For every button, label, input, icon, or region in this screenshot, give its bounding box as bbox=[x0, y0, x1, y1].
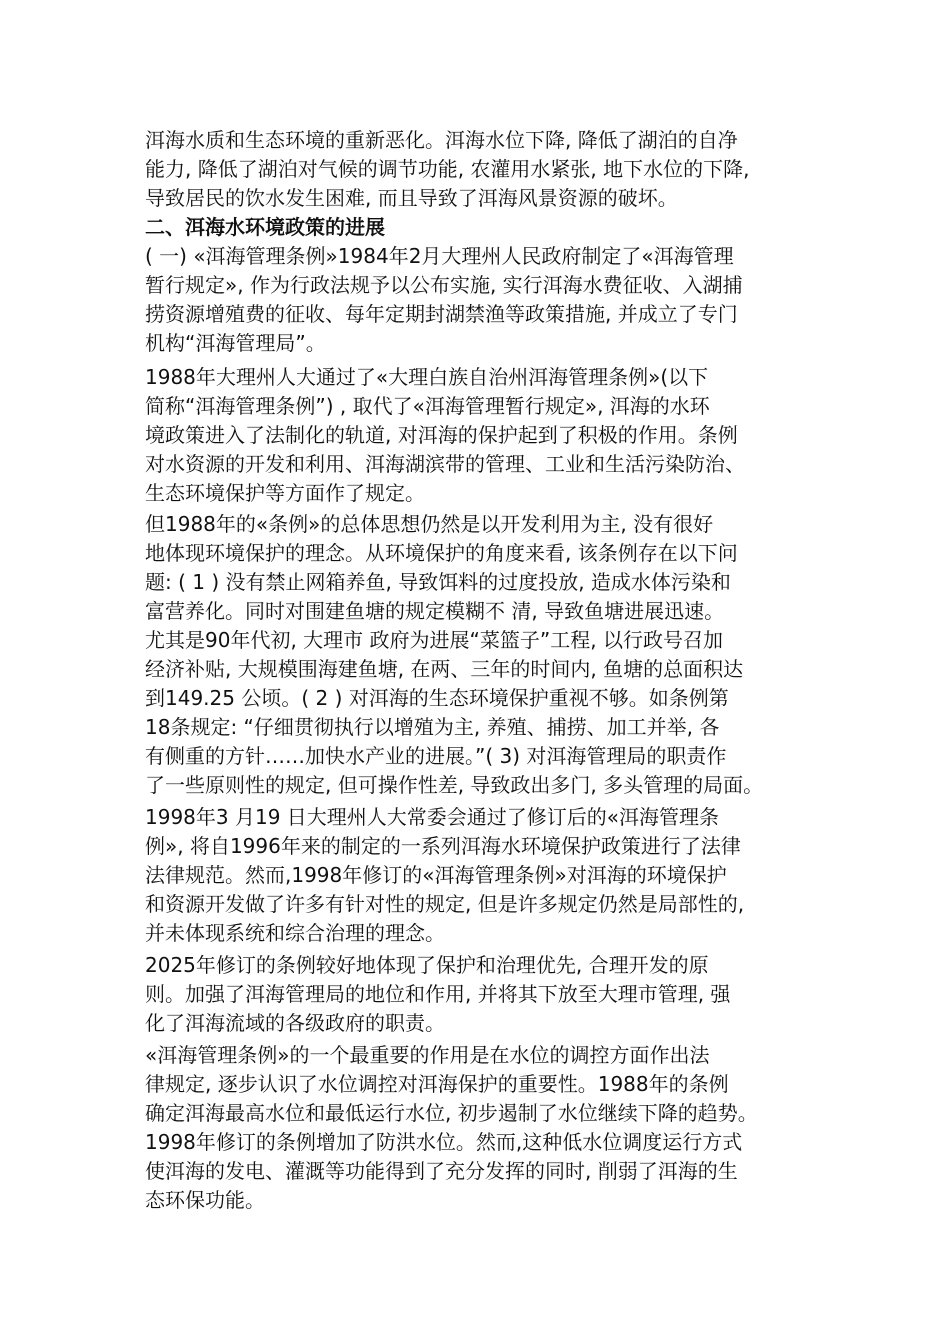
text-line: ( 一) «洱海管理条例»1984年2月大理州人民政府制定了«洱海管理 bbox=[145, 244, 734, 268]
text-line: 态环保功能。 bbox=[145, 1188, 265, 1212]
text-line: 机构“洱海管理局”。 bbox=[145, 331, 326, 355]
text-line: 能力, 降低了湖泊对气候的调节功能, 农灌用水紧张, 地下水位的下降, bbox=[145, 157, 750, 181]
section-heading: 二、洱海水环境政策的进展 bbox=[145, 215, 385, 239]
text-line: 确定洱海最高水位和最低运行水位, 初步遏制了水位继续下降的趋势。 bbox=[145, 1101, 758, 1125]
text-line: 法律规范。然而,1998年修订的«洱海管理条例»对洱海的环境保护 bbox=[145, 863, 727, 887]
text-line: 导致居民的饮水发生困难, 而且导致了洱海风景资源的破坏。 bbox=[145, 186, 678, 210]
text-line: 了一些原则性的规定, 但可操作性差, 导致政出多门, 多头管理的局面。 bbox=[145, 773, 764, 797]
text-line: 但1988年的«条例»的总体思想仍然是以开发利用为主, 没有很好 bbox=[145, 512, 714, 536]
text-line: 对水资源的开发和利用、洱海湖滨带的管理、工业和生活污染防治、 bbox=[145, 452, 745, 476]
text-line: 洱海水质和生态环境的重新恶化。洱海水位下降, 降低了湖泊的自净 bbox=[145, 128, 738, 152]
text-line: 并未体现系统和综合治理的理念。 bbox=[145, 921, 445, 945]
text-line: 富营养化。同时对围建鱼塘的规定模糊不 清, 导致鱼塘进展迅速。 bbox=[145, 599, 725, 623]
text-line: 尤其是90年代初, 大理市 政府为进展“菜篮子”工程, 以行政号召加 bbox=[145, 628, 723, 652]
text-line: 境政策进入了法制化的轨道, 对洱海的保护起到了积极的作用。条例 bbox=[145, 423, 738, 447]
text-line: 1988年大理州人大通过了«大理白族自治州洱海管理条例»(以下 bbox=[145, 365, 709, 389]
text-line: 例», 将自1996年来的制定的一系列洱海水环境保护政策进行了法律 bbox=[145, 834, 741, 858]
text-line: 生态环境保护等方面作了规定。 bbox=[145, 481, 425, 505]
text-line: 暂行规定», 作为行政法规予以公布实施, 实行洱海水费征收、入湖捕 bbox=[145, 273, 743, 297]
text-line: 2025年修订的条例较好地体现了保护和治理优先, 合理开发的原 bbox=[145, 953, 709, 977]
text-line: 1998年修订的条例增加了防洪水位。然而,这种低水位调度运行方式 bbox=[145, 1130, 743, 1154]
text-line: 使洱海的发电、灌溉等功能得到了充分发挥的同时, 削弱了洱海的生 bbox=[145, 1159, 738, 1183]
text-line: 律规定, 逐步认识了水位调控对洱海保护的重要性。1988年的条例 bbox=[145, 1072, 729, 1096]
text-line: «洱海管理条例»的一个最重要的作用是在水位的调控方面作出法 bbox=[145, 1043, 710, 1067]
text-line: 1998年3 月19 日大理州人大常委会通过了修订后的«洱海管理条 bbox=[145, 805, 720, 829]
text-line: 有侧重的方针……加快水产业的进展。”( 3) 对洱海管理局的职责作 bbox=[145, 744, 727, 768]
text-line: 题: ( 1 ) 没有禁止网箱养鱼, 导致饵料的过度投放, 造成水体污染和 bbox=[145, 570, 731, 594]
text-line: 经济补贴, 大规模围海建鱼塘, 在两、三年的时间内, 鱼塘的总面积达 bbox=[145, 657, 744, 681]
text-line: 简称“洱海管理条例”) , 取代了«洱海管理暂行规定», 洱海的水环 bbox=[145, 394, 710, 418]
text-line: 18条规定: “仔细贯彻执行以增殖为主, 养殖、捕捞、加工并举, 各 bbox=[145, 715, 720, 739]
text-line: 地体现环境保护的理念。从环境保护的角度来看, 该条例存在以下问 bbox=[145, 541, 738, 565]
text-line: 到149.25 公顷。( 2 ) 对洱海的生态环境保护重视不够。如条例第 bbox=[145, 686, 729, 710]
text-line: 捞资源增殖费的征收、每年定期封湖禁渔等政策措施, 并成立了专门 bbox=[145, 302, 738, 326]
text-line: 化了洱海流域的各级政府的职责。 bbox=[145, 1011, 445, 1035]
text-line: 则。加强了洱海管理局的地位和作用, 并将其下放至大理市管理, 强 bbox=[145, 982, 731, 1006]
text-line: 和资源开发做了许多有针对性的规定, 但是许多规定仍然是局部性的, bbox=[145, 892, 745, 916]
